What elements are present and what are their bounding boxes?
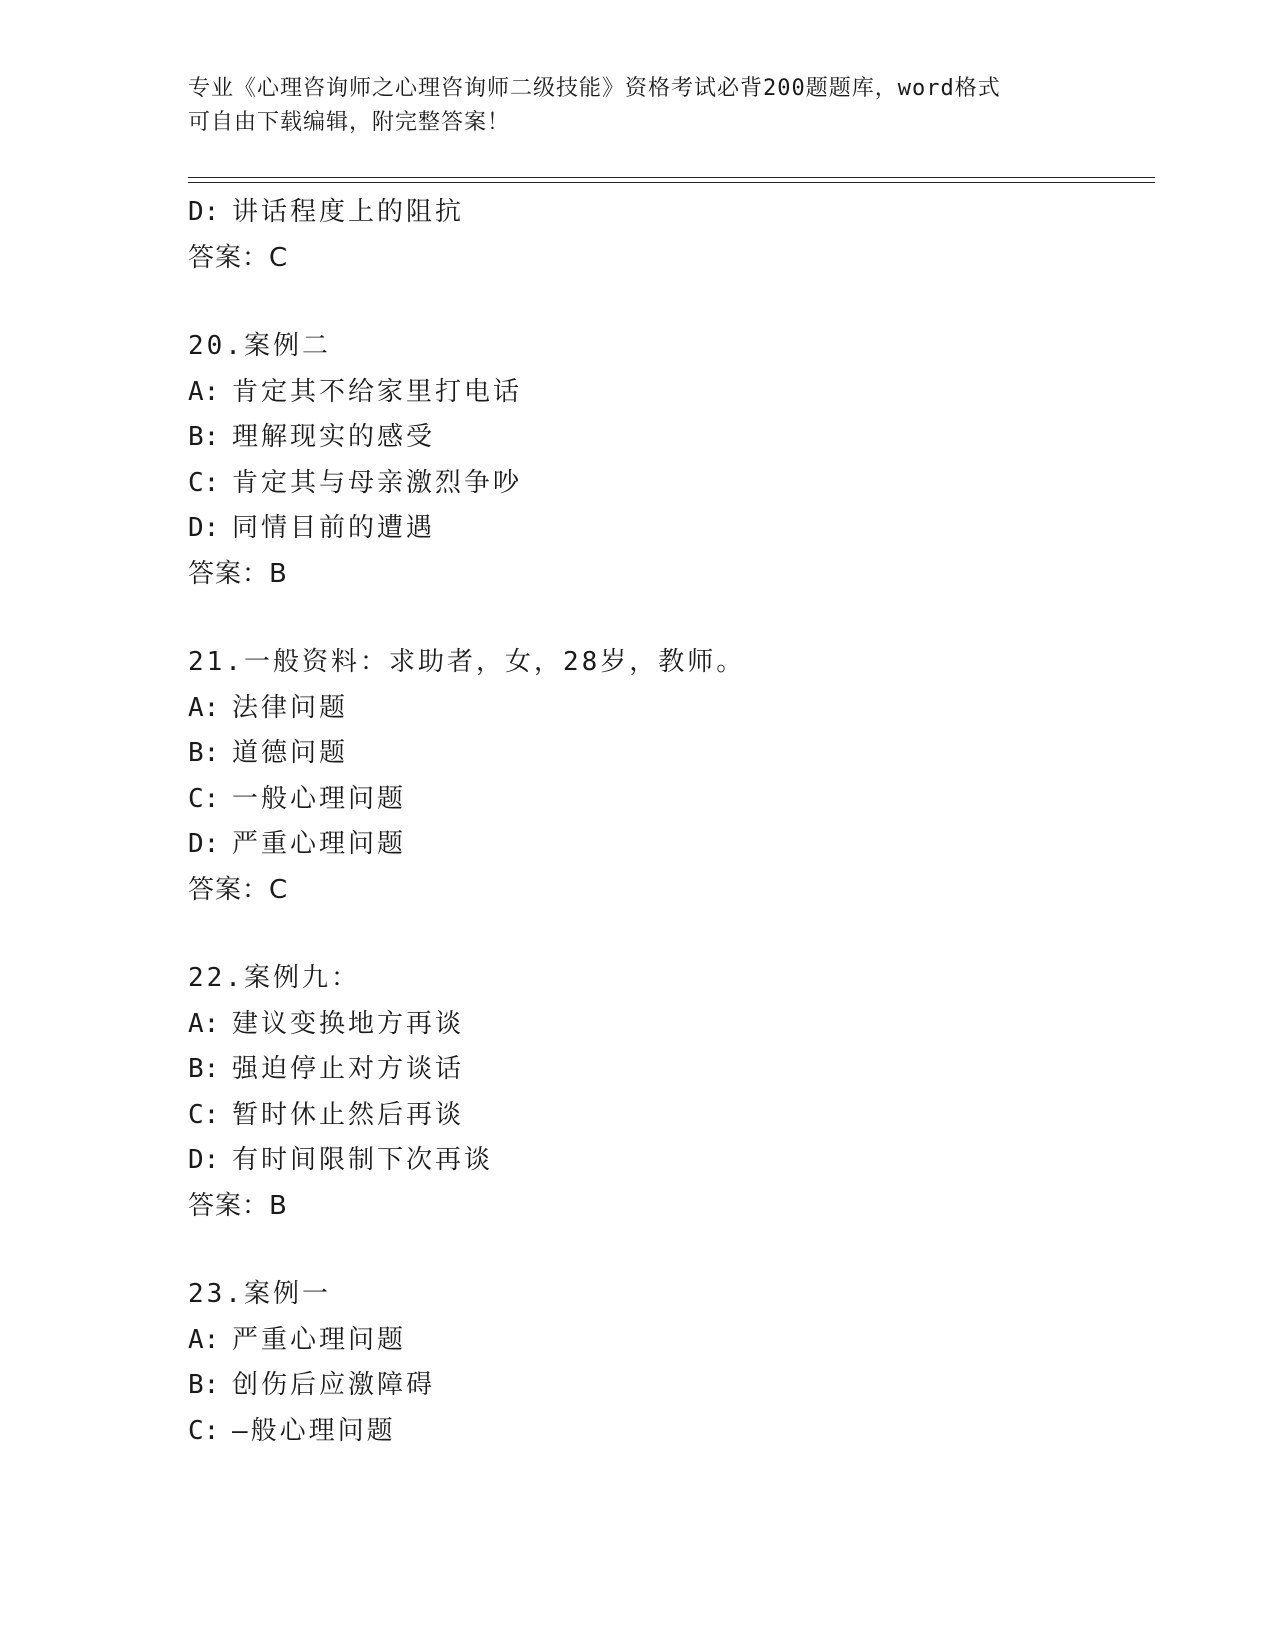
option-row <box>188 1138 1148 1184</box>
option-letter: C: <box>188 783 220 814</box>
header-divider-top <box>188 177 1155 178</box>
option-row <box>188 731 1148 777</box>
option-text: 法律问题 <box>232 692 349 723</box>
option-text: 严重心理问题 <box>232 829 407 859</box>
answer-line: 答案：B <box>188 1190 288 1221</box>
option-letter: A: <box>188 1008 220 1039</box>
option-row <box>188 370 1148 416</box>
option-letter: C: <box>188 467 220 498</box>
option-letter: D: <box>188 1145 220 1175</box>
option-text: 理解现实的感受 <box>232 422 436 452</box>
block-spacer <box>188 281 1148 324</box>
option-letter: D: <box>188 829 220 859</box>
option-letter: C: <box>188 1415 220 1446</box>
option-row <box>188 1002 1148 1048</box>
option-letter: D: <box>188 513 220 543</box>
option-row <box>188 1409 1148 1455</box>
option-text: 同情目前的遭遇 <box>232 513 436 543</box>
option-letter: B: <box>188 1370 220 1400</box>
option-letter: B: <box>188 422 220 452</box>
question-title: 22.案例九： <box>188 963 360 993</box>
option-text: 肯定其不给家里打电话 <box>232 376 523 407</box>
option-row <box>188 1093 1148 1139</box>
question-title: 21.一般资料：求助者，女，28岁，教师。 <box>188 647 746 677</box>
option-letter: A: <box>188 376 220 407</box>
document-header <box>188 72 1088 140</box>
option-row <box>188 415 1148 461</box>
option-text: 暂时休止然后再谈 <box>232 1099 465 1130</box>
header-divider-bottom <box>188 182 1155 183</box>
option-row <box>188 822 1148 868</box>
question-title: 23.案例一 <box>188 1279 331 1309</box>
option-row <box>188 461 1148 507</box>
block-spacer <box>188 1229 1148 1272</box>
option-text: 创伤后应激障碍 <box>232 1370 436 1400</box>
option-letter: D: <box>188 197 220 227</box>
option-text: 建议变换地方再谈 <box>232 1008 465 1039</box>
option-letter: C: <box>188 1099 220 1130</box>
option-letter: A: <box>188 1324 220 1355</box>
option-row <box>188 1047 1148 1093</box>
option-text: 严重心理问题 <box>232 1324 407 1355</box>
block-spacer <box>188 597 1148 640</box>
header-title-line-1: 专业《心理咨询师之心理咨询师二级技能》资格考试必背200题题库，word格式 <box>188 76 1001 101</box>
option-text: 一般心理问题 <box>232 783 407 814</box>
option-text: 强迫停止对方谈话 <box>232 1054 465 1084</box>
option-text: 道德问题 <box>232 738 349 768</box>
header-title-line-2: 可自由下载编辑，附完整答案！ <box>188 110 511 135</box>
option-row <box>188 1363 1148 1409</box>
option-row <box>188 686 1148 732</box>
block-spacer <box>188 913 1148 956</box>
option-row <box>188 190 1148 236</box>
answer-line: 答案：C <box>188 242 289 273</box>
option-text: —般心理问题 <box>232 1415 396 1446</box>
option-row <box>188 1318 1148 1364</box>
option-letter: B: <box>188 1054 220 1084</box>
option-text: 有时间限制下次再谈 <box>232 1145 494 1175</box>
option-letter: A: <box>188 692 220 723</box>
answer-line: 答案：C <box>188 874 289 905</box>
option-row <box>188 777 1148 823</box>
answer-line: 答案：B <box>188 558 288 589</box>
option-letter: B: <box>188 738 220 768</box>
option-row <box>188 506 1148 552</box>
question-title: 20.案例二 <box>188 331 331 361</box>
option-text: 讲话程度上的阻抗 <box>232 197 465 227</box>
question-list <box>188 190 1148 1454</box>
option-text: 肯定其与母亲激烈争吵 <box>232 467 523 498</box>
